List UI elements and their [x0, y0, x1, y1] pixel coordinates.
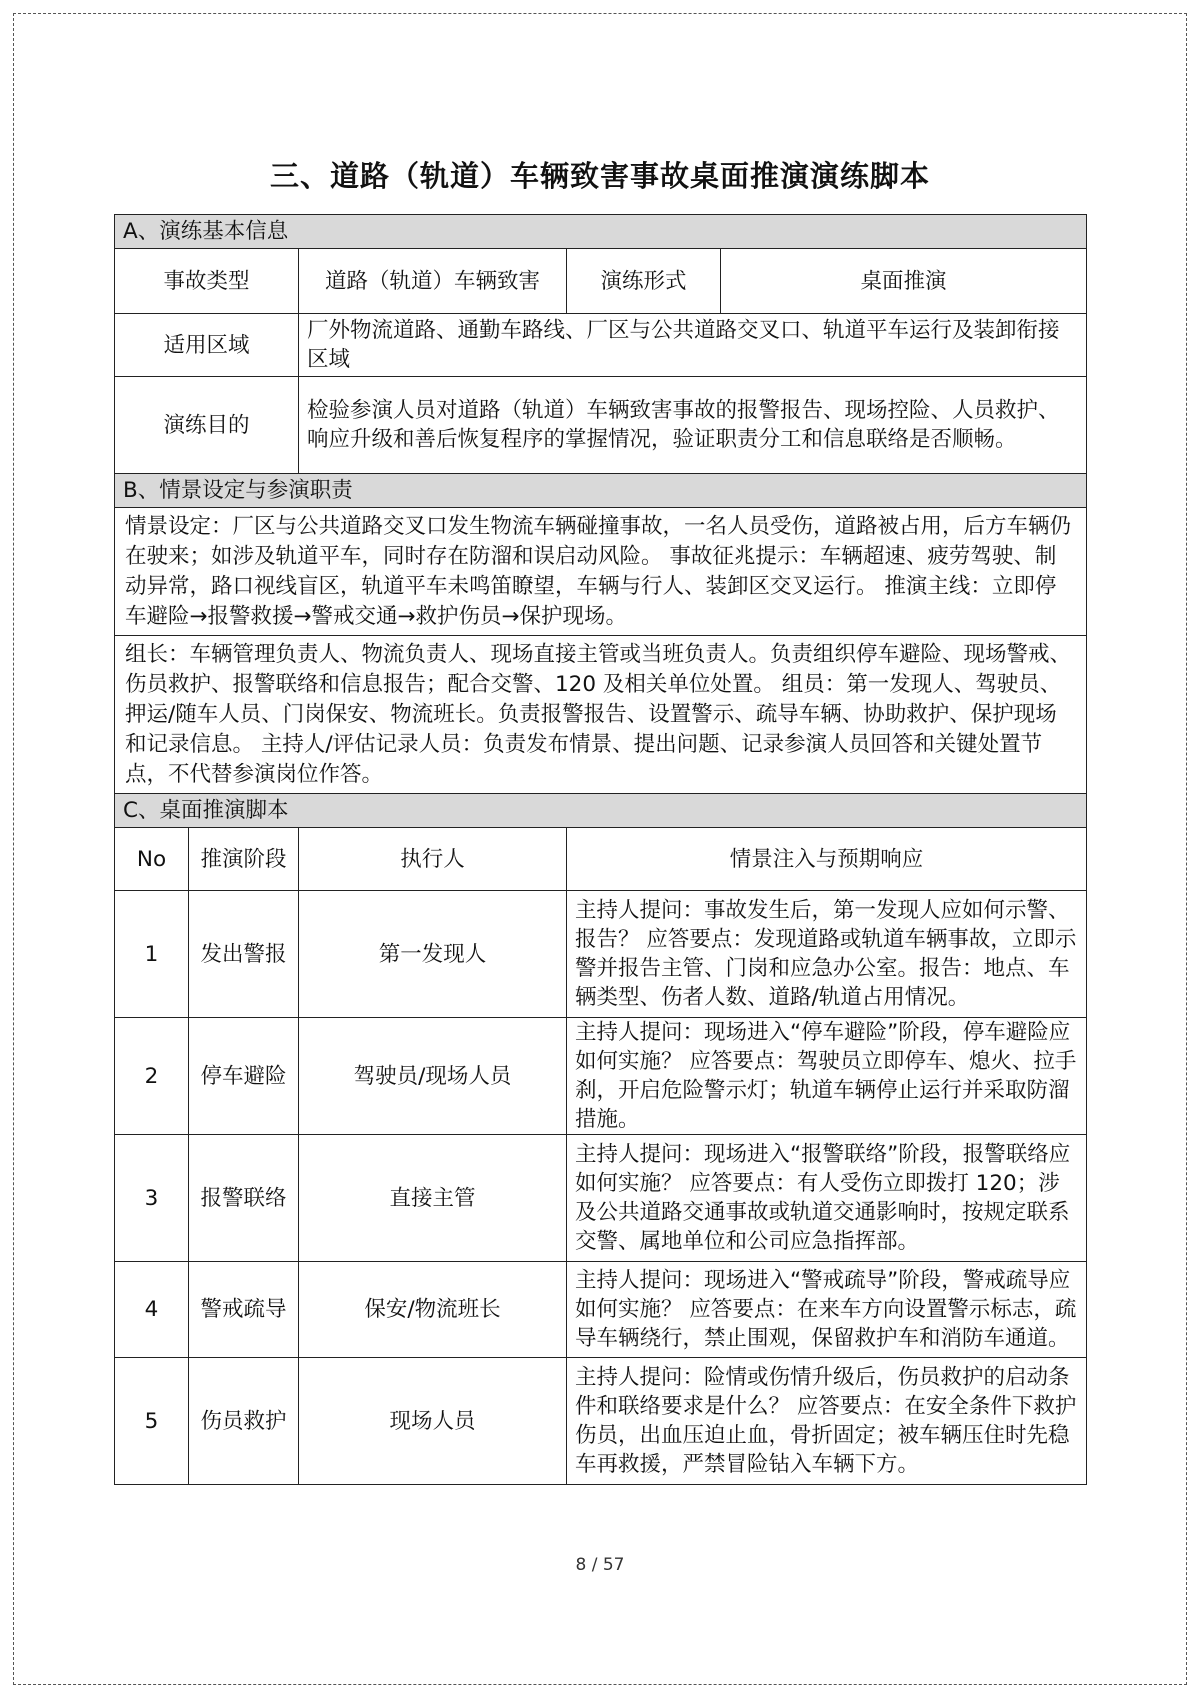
script-header-row	[115, 828, 1087, 891]
table-row	[115, 1358, 1087, 1485]
row-actor: 保安/物流班长	[299, 1262, 567, 1358]
drill-script-table	[114, 214, 1087, 1485]
row-no: 2	[115, 1018, 189, 1135]
type-value: 道路（轨道）车辆致害	[299, 249, 567, 314]
scenario-row	[115, 508, 1087, 636]
col-content: 情景注入与预期响应	[567, 828, 1087, 891]
form-label: 演练形式	[567, 249, 721, 314]
info-row-area	[115, 314, 1087, 377]
row-actor: 现场人员	[299, 1358, 567, 1485]
row-stage: 警戒疏导	[189, 1262, 299, 1358]
row-stage: 发出警报	[189, 891, 299, 1018]
row-content: 主持人提问：事故发生后，第一发现人应如何示警、报告？ 应答要点：发现道路或轨道车辆事故，立即示警并报告主管、门岗和应急办公室。报告：地点、车辆类型、伤者人数、道路/轨道占用情况。	[567, 891, 1087, 1018]
page-title: 三、道路（轨道）车辆致害事故桌面推演演练脚本	[269, 159, 930, 193]
area-value: 厂外物流道路、通勤车路线、厂区与公共道路交叉口、轨道平车运行及装卸衔接区域	[299, 314, 1087, 377]
section-a-title: A、演练基本信息	[115, 215, 1087, 249]
info-row-purpose	[115, 377, 1087, 474]
row-content: 主持人提问：现场进入“停车避险”阶段，停车避险应如何实施？ 应答要点：驾驶员立即停车、熄火、拉手刹，开启危险警示灯；轨道车辆停止运行并采取防溜措施。	[567, 1018, 1087, 1135]
row-content: 主持人提问：现场进入“警戒疏导”阶段，警戒疏导应如何实施？ 应答要点：在来车方向设置警示标志，疏导车辆绕行，禁止围观，保留救护车和消防车通道。	[567, 1262, 1087, 1358]
row-content: 主持人提问：险情或伤情升级后，伤员救护的启动条件和联络要求是什么？ 应答要点：在安全条件下救护伤员，出血压迫止血，骨折固定；被车辆压住时先稳车再救援，严禁冒险钻入车辆下方。	[567, 1358, 1087, 1485]
section-b-header	[115, 474, 1087, 508]
row-stage: 伤员救护	[189, 1358, 299, 1485]
row-no: 3	[115, 1135, 189, 1262]
col-stage: 推演阶段	[189, 828, 299, 891]
row-content: 主持人提问：现场进入“报警联络”阶段，报警联络应如何实施？ 应答要点：有人受伤立即拨打 120；涉及公共道路交通事故或轨道交通影响时，按规定联系交警、属地单位和公司应急指挥部。	[567, 1135, 1087, 1262]
section-a-header	[115, 215, 1087, 249]
table-row	[115, 891, 1087, 1018]
info-row-type	[115, 249, 1087, 314]
section-b-title: B、情景设定与参演职责	[115, 474, 1087, 508]
purpose-value: 检验参演人员对道路（轨道）车辆致害事故的报警报告、现场控险、人员救护、响应升级和善后恢复程序的掌握情况，验证职责分工和信息联络是否顺畅。	[299, 377, 1087, 474]
row-actor: 驾驶员/现场人员	[299, 1018, 567, 1135]
row-stage: 停车避险	[189, 1018, 299, 1135]
table-row	[115, 1135, 1087, 1262]
col-actor: 执行人	[299, 828, 567, 891]
col-no: No	[115, 828, 189, 891]
row-actor: 第一发现人	[299, 891, 567, 1018]
page-number: 8 / 57	[575, 1555, 625, 1575]
type-label: 事故类型	[115, 249, 299, 314]
row-stage: 报警联络	[189, 1135, 299, 1262]
form-value: 桌面推演	[721, 249, 1087, 314]
row-no: 5	[115, 1358, 189, 1485]
section-c-title: C、桌面推演脚本	[115, 794, 1087, 828]
area-label: 适用区域	[115, 314, 299, 377]
roles-row	[115, 636, 1087, 794]
row-no: 1	[115, 891, 189, 1018]
table-row	[115, 1018, 1087, 1135]
row-actor: 直接主管	[299, 1135, 567, 1262]
scenario-text: 情景设定：厂区与公共道路交叉口发生物流车辆碰撞事故，一名人员受伤，道路被占用，后方车辆仍在驶来；如涉及轨道平车，同时存在防溜和误启动风险。 事故征兆提示：车辆超速、疲劳驾驶、制动异常，路口视线盲区，轨道平车未鸣笛瞭望，车辆与行人、装卸区交叉运行。 推演主线：立即停车避险→报警救援→警戒交通→救护伤员→保护现场。	[115, 508, 1087, 636]
row-no: 4	[115, 1262, 189, 1358]
roles-text: 组长：车辆管理负责人、物流负责人、现场直接主管或当班负责人。负责组织停车避险、现场警戒、伤员救护、报警联络和信息报告；配合交警、120 及相关单位处置。 组员：第一发现人、驾驶员、押运/随车人员、门岗保安、物流班长。负责报警报告、设置警示、疏导车辆、协助救护、保护现场和记录信息。 主持人/评估记录人员：负责发布情景、提出问题、记录参演人员回答和关键处置节点，不代替参演岗位作答。	[115, 636, 1087, 794]
purpose-label: 演练目的	[115, 377, 299, 474]
table-row	[115, 1262, 1087, 1358]
section-c-header	[115, 794, 1087, 828]
